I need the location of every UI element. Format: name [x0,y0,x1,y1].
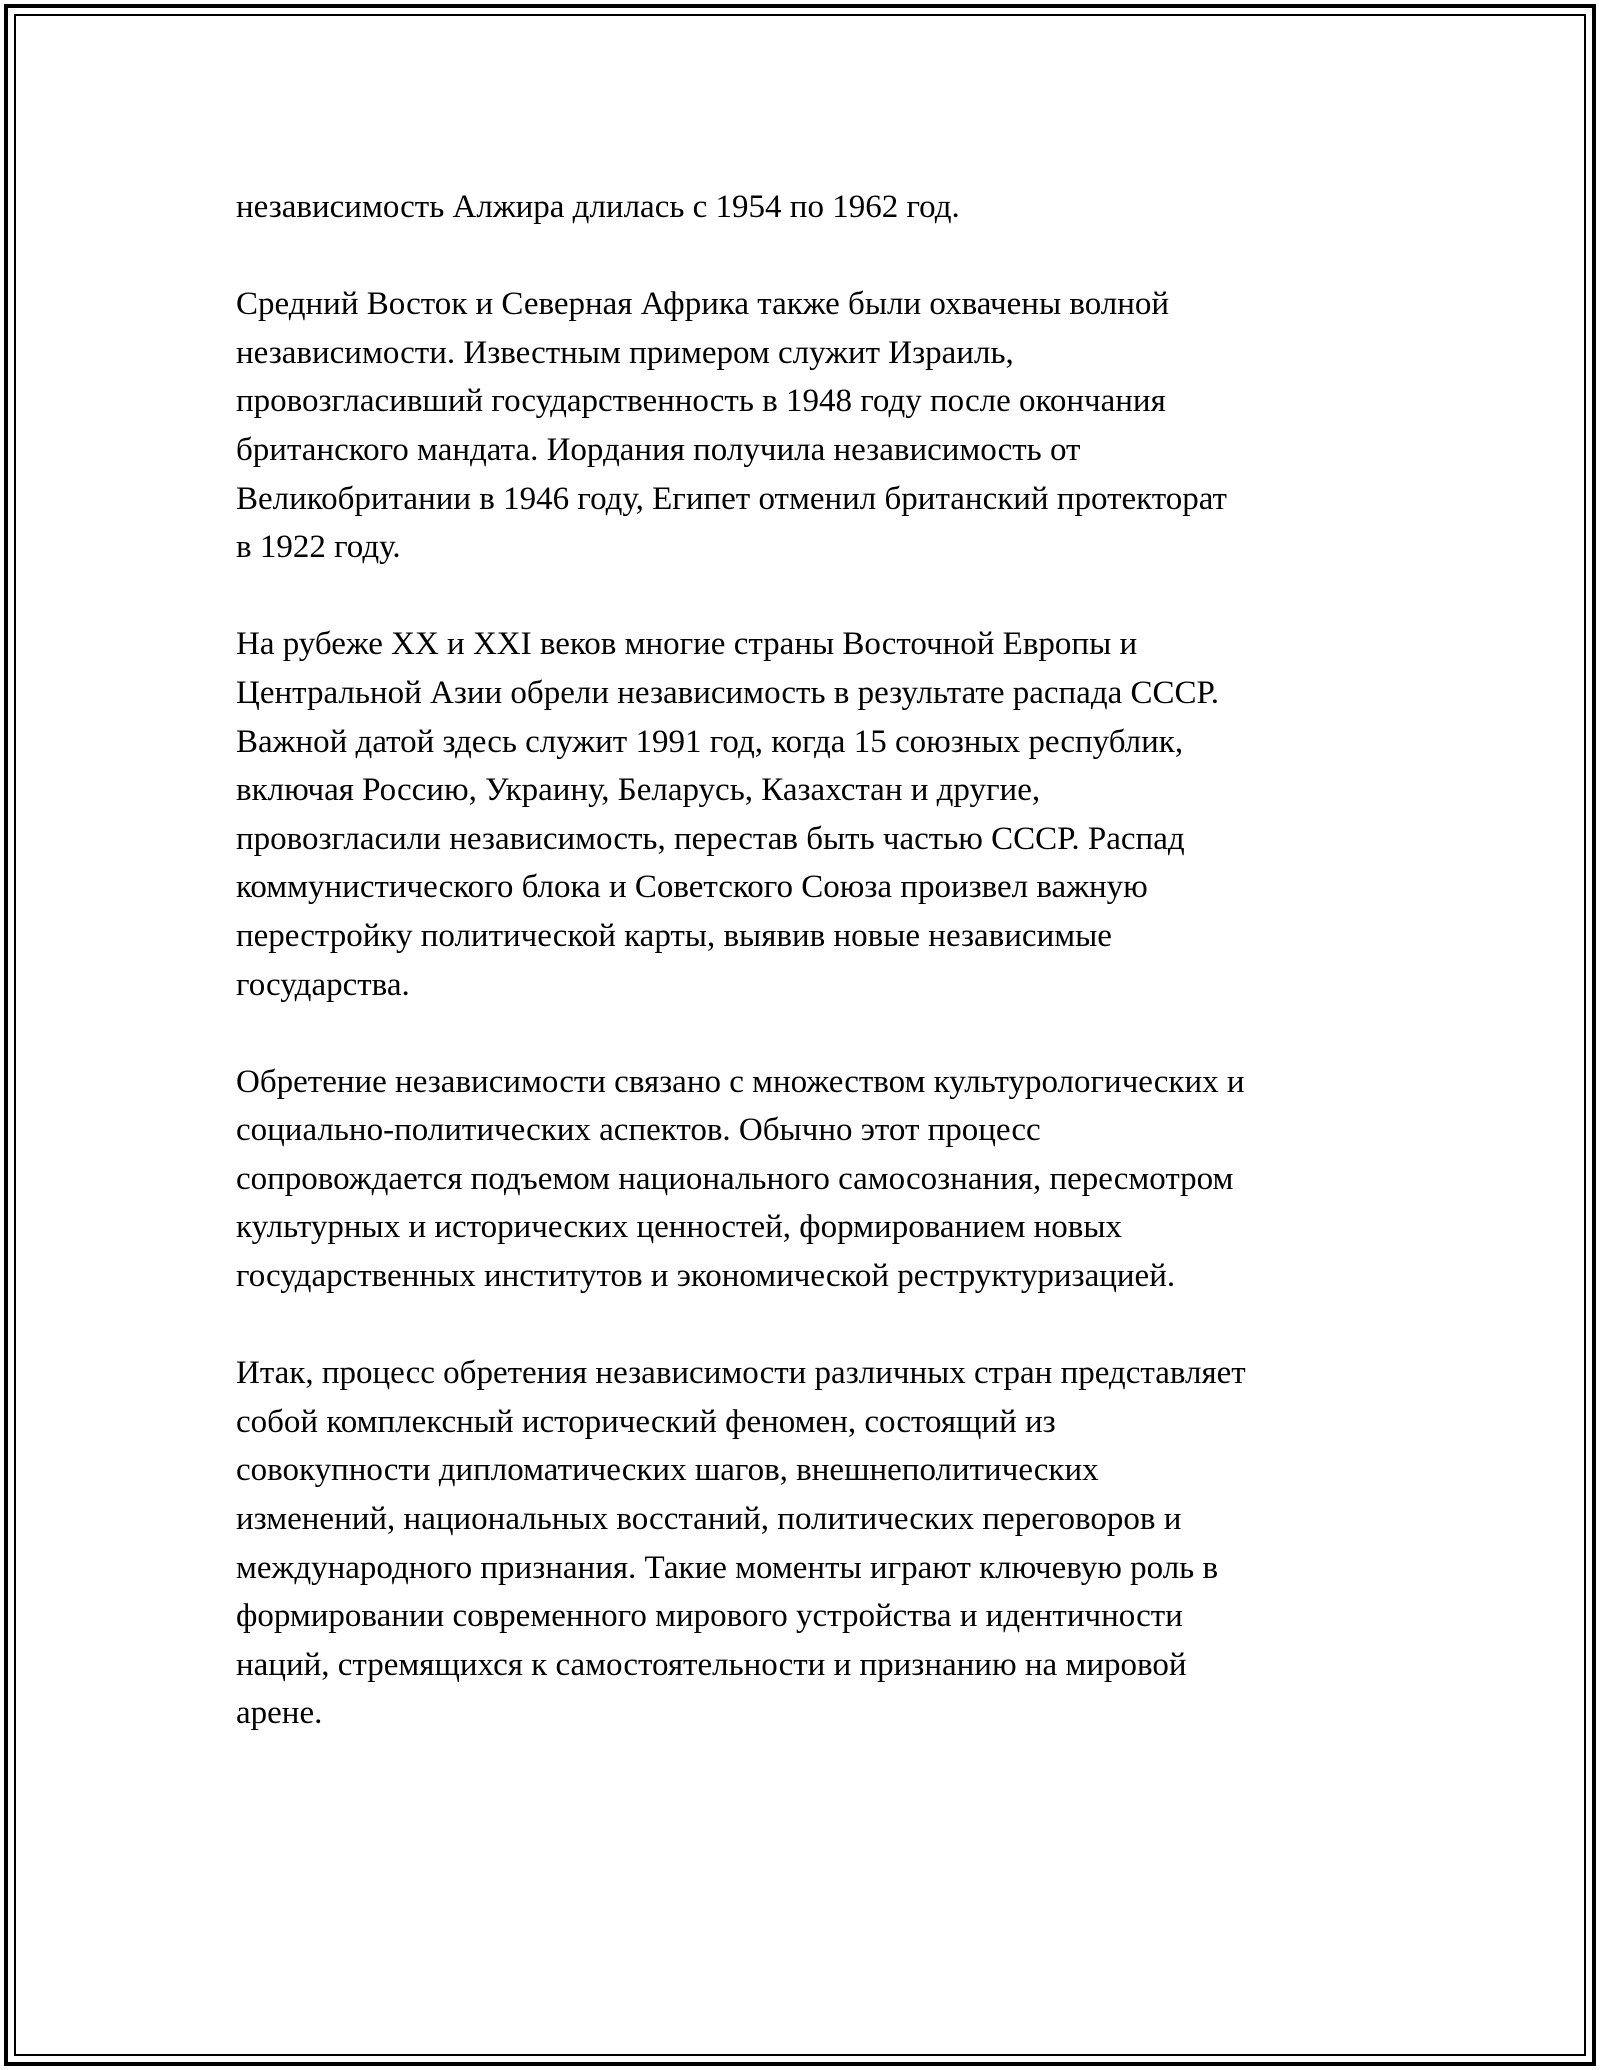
paragraph-cultural-aspects: Обретение независимости связано с множеством культурологических и социально-политических аспектов. Обычно этот процесс сопровождается подъемом национального самосознания, пересмотром культурных и исторических ценностей, формированием новых государственных институтов и экономической реструктуризацией. [236,1063,1245,1295]
paragraph-ussr-collapse: На рубеже XX и XXI веков многие страны Восточной Европы и Центральной Азии обрели независимость в результате распада СССР. Важной датой здесь служит 1991 год, когда 15 союзных республик, включая Россию, Украину, Беларусь, Казахстан и другие, провозгласили независимость, перестав быть частью СССР. Распад коммунистического блока и Советского Союза произвел важную перестройку политической карты, выявив новые независимые государства. [236,626,1220,1003]
document-body [236,183,1376,1787]
paragraph-algeria-end: независимость Алжира длилась с 1954 по 1962 год. [236,189,960,225]
paragraph-conclusion: Итак, процесс обретения независимости различных стран представляет собой комплексный исторический феномен, состоящий из совокупности дипломатических шагов, внешнеполитических изменений, национальных восстаний, политических переговоров и международного признания. Такие моменты играют ключевую роль в формировании современного мирового устройства и идентичности наций, стремящихся к самостоятельности и признанию на мировой арене. [236,1355,1246,1732]
paragraph-middle-east: Средний Восток и Северная Африка также были охвачены волной независимости. Известным примером служит Израиль, провозгласивший государственность в 1948 году после окончания британского мандата. Иордания получила независимость от Великобритании в 1946 году, Египет отменил британский протекторат в 1922 году. [236,286,1227,566]
